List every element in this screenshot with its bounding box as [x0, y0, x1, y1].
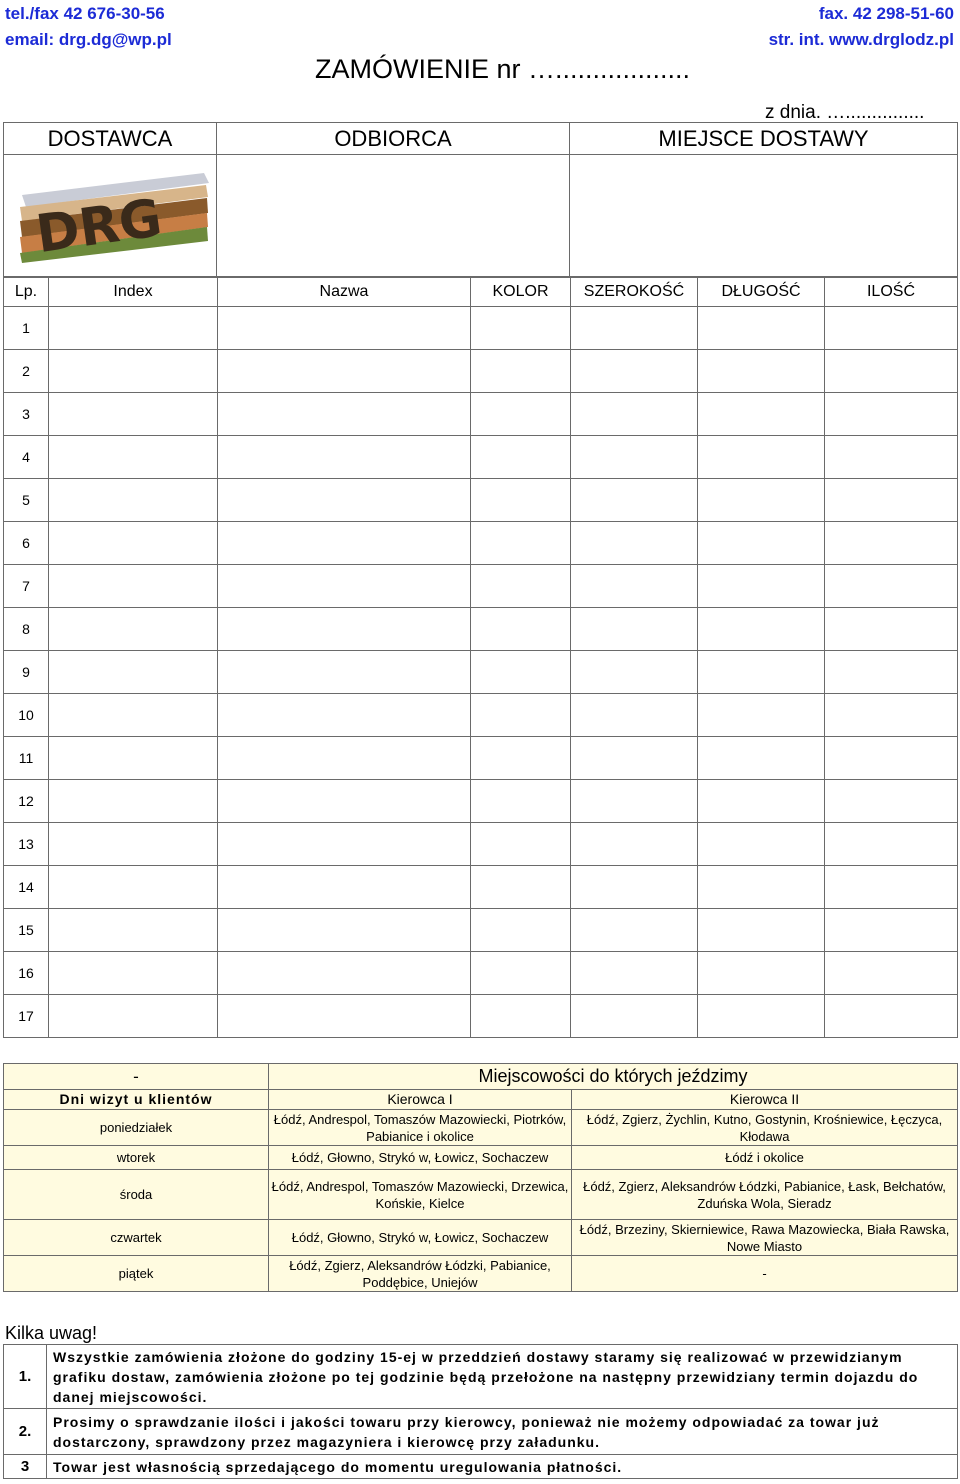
item-length-cell[interactable]: [698, 952, 825, 995]
item-width-cell[interactable]: [571, 393, 698, 436]
item-length-cell[interactable]: [698, 780, 825, 823]
item-row: [4, 866, 958, 909]
item-row: [4, 952, 958, 995]
item-length-cell[interactable]: [698, 393, 825, 436]
item-quantity-cell[interactable]: [825, 307, 958, 350]
schedule-driver2-places: -: [572, 1256, 958, 1292]
item-length-cell[interactable]: [698, 694, 825, 737]
item-index-cell[interactable]: [49, 737, 218, 780]
schedule-col-driver1: Kierowca I: [269, 1090, 572, 1110]
item-quantity-cell[interactable]: [825, 909, 958, 952]
col-color: KOLOR: [471, 278, 571, 307]
drg-logo: [14, 165, 209, 265]
item-name-cell[interactable]: [218, 350, 471, 393]
item-width-cell[interactable]: [571, 350, 698, 393]
supplier-cell[interactable]: [4, 155, 217, 277]
item-color-cell[interactable]: [471, 350, 571, 393]
item-index-cell[interactable]: [49, 694, 218, 737]
schedule-title: Miejscowości do których jeździmy: [269, 1064, 958, 1090]
item-row: [4, 307, 958, 350]
item-name-cell[interactable]: [218, 823, 471, 866]
item-quantity-cell[interactable]: [825, 737, 958, 780]
col-lp: Lp.: [4, 278, 49, 307]
contact-fax: fax. 42 298-51-60: [818, 4, 954, 23]
item-width-cell[interactable]: [571, 522, 698, 565]
item-name-cell[interactable]: [218, 909, 471, 952]
item-width-cell[interactable]: [571, 436, 698, 479]
item-width-cell[interactable]: [571, 952, 698, 995]
notes-heading: Kilka uwag!: [5, 1323, 98, 1343]
item-length-cell[interactable]: [698, 565, 825, 608]
item-index-cell[interactable]: [49, 651, 218, 694]
item-width-cell[interactable]: [571, 307, 698, 350]
item-row: [4, 823, 958, 866]
item-width-cell[interactable]: [571, 780, 698, 823]
item-index-cell[interactable]: [49, 995, 218, 1038]
item-name-cell[interactable]: [218, 436, 471, 479]
contact-website[interactable]: str. int. www.drglodz.pl: [768, 30, 954, 49]
item-index-cell[interactable]: [49, 350, 218, 393]
item-name-cell[interactable]: [218, 780, 471, 823]
item-name-cell[interactable]: [218, 522, 471, 565]
schedule-driver1-places: Łódź, Andrespol, Tomaszów Mazowiecki, Drzewica, Końskie, Kielce: [269, 1170, 572, 1220]
item-length-cell[interactable]: [698, 866, 825, 909]
item-row-number: 8: [4, 608, 49, 651]
item-width-cell[interactable]: [571, 823, 698, 866]
schedule-day: czwartek: [4, 1220, 269, 1256]
item-length-cell[interactable]: [698, 608, 825, 651]
item-quantity-cell[interactable]: [825, 350, 958, 393]
item-row: [4, 393, 958, 436]
item-name-cell[interactable]: [218, 737, 471, 780]
item-row-number: 13: [4, 823, 49, 866]
item-row: [4, 436, 958, 479]
contact-email[interactable]: email: drg.dg@wp.pl: [5, 30, 172, 49]
schedule-driver2-places: Łódź, Brzeziny, Skierniewice, Rawa Mazowiecka, Biała Rawska, Nowe Miasto: [572, 1220, 958, 1256]
item-name-cell[interactable]: [218, 393, 471, 436]
item-color-cell[interactable]: [471, 909, 571, 952]
item-width-cell[interactable]: [571, 866, 698, 909]
item-quantity-cell[interactable]: [825, 952, 958, 995]
schedule-table: [3, 1063, 958, 1292]
item-quantity-cell[interactable]: [825, 995, 958, 1038]
item-index-cell[interactable]: [49, 909, 218, 952]
item-row-number: 4: [4, 436, 49, 479]
item-quantity-cell[interactable]: [825, 694, 958, 737]
item-row-number: 15: [4, 909, 49, 952]
item-color-cell[interactable]: [471, 522, 571, 565]
item-length-cell[interactable]: [698, 479, 825, 522]
contact-phone: tel./fax 42 676-30-56: [5, 4, 165, 23]
item-color-cell[interactable]: [471, 866, 571, 909]
schedule-dash: -: [4, 1064, 269, 1090]
item-row-number: 11: [4, 737, 49, 780]
schedule-driver1-places: Łódź, Zgierz, Aleksandrów Łódzki, Pabianice, Poddębice, Uniejów: [269, 1256, 572, 1292]
item-quantity-cell[interactable]: [825, 823, 958, 866]
col-quantity: ILOŚĆ: [825, 278, 958, 307]
note-text: Towar jest własnością sprzedającego do momentu uregulowania płatności.: [47, 1455, 958, 1479]
col-index: Index: [49, 278, 218, 307]
item-width-cell[interactable]: [571, 995, 698, 1038]
item-index-cell[interactable]: [49, 479, 218, 522]
delivery-place-header: MIEJSCE DOSTAWY: [570, 123, 958, 155]
item-length-cell[interactable]: [698, 651, 825, 694]
item-name-cell[interactable]: [218, 651, 471, 694]
item-row-number: 7: [4, 565, 49, 608]
item-row-number: 6: [4, 522, 49, 565]
item-row: [4, 694, 958, 737]
item-length-cell[interactable]: [698, 823, 825, 866]
item-width-cell[interactable]: [571, 608, 698, 651]
item-color-cell[interactable]: [471, 393, 571, 436]
order-title: ZAMÓWIENIE nr …..................: [315, 54, 691, 84]
item-row: [4, 522, 958, 565]
item-color-cell[interactable]: [471, 307, 571, 350]
item-name-cell[interactable]: [218, 866, 471, 909]
note-text: Wszystkie zamówienia złożone do godziny 15-ej w przeddzień dostawy staramy się realizować w przewidzianym grafiku dostaw, zamówienia złożone po tej godzinie będą przełożone na następny przewidziany termin dojazdu do danej miejscowości.: [47, 1345, 958, 1409]
schedule-day: wtorek: [4, 1146, 269, 1170]
item-index-cell[interactable]: [49, 307, 218, 350]
item-index-cell[interactable]: [49, 436, 218, 479]
item-index-cell[interactable]: [49, 780, 218, 823]
schedule-driver2-places: Łódź, Zgierz, Żychlin, Kutno, Gostynin, Krośniewice, Łęczyca, Kłodawa: [572, 1110, 958, 1146]
item-name-cell[interactable]: [218, 608, 471, 651]
item-row-number: 16: [4, 952, 49, 995]
item-quantity-cell[interactable]: [825, 522, 958, 565]
item-name-cell[interactable]: [218, 307, 471, 350]
recipient-header: ODBIORCA: [217, 123, 570, 155]
item-quantity-cell[interactable]: [825, 436, 958, 479]
item-row: [4, 608, 958, 651]
schedule-driver1-places: Łódź, Głowno, Strykó w, Łowicz, Sochaczew: [269, 1146, 572, 1170]
item-row-number: 5: [4, 479, 49, 522]
recipient-cell[interactable]: [217, 155, 570, 277]
item-index-cell[interactable]: [49, 565, 218, 608]
item-length-cell[interactable]: [698, 307, 825, 350]
note-number: 2.: [4, 1409, 47, 1455]
item-name-cell[interactable]: [218, 952, 471, 995]
item-length-cell[interactable]: [698, 350, 825, 393]
item-color-cell[interactable]: [471, 694, 571, 737]
item-color-cell[interactable]: [471, 436, 571, 479]
items-table: [3, 277, 958, 1038]
item-width-cell[interactable]: [571, 565, 698, 608]
item-row: [4, 995, 958, 1038]
item-width-cell[interactable]: [571, 909, 698, 952]
item-row-number: 2: [4, 350, 49, 393]
item-color-cell[interactable]: [471, 823, 571, 866]
item-quantity-cell[interactable]: [825, 780, 958, 823]
svg-text:DRG: DRG: [32, 188, 166, 265]
schedule-day: poniedziałek: [4, 1110, 269, 1146]
item-length-cell[interactable]: [698, 436, 825, 479]
schedule-driver1-places: Łódź, Andrespol, Tomaszów Mazowiecki, Piotrków, Pabianice i okolice: [269, 1110, 572, 1146]
item-row-number: 1: [4, 307, 49, 350]
delivery-place-cell[interactable]: [570, 155, 958, 277]
col-width: SZEROKOŚĆ: [571, 278, 698, 307]
item-quantity-cell[interactable]: [825, 608, 958, 651]
item-row: [4, 909, 958, 952]
item-quantity-cell[interactable]: [825, 866, 958, 909]
item-row-number: 3: [4, 393, 49, 436]
schedule-col-driver2: Kierowca II: [572, 1090, 958, 1110]
item-row: [4, 479, 958, 522]
item-name-cell[interactable]: [218, 479, 471, 522]
item-color-cell[interactable]: [471, 479, 571, 522]
item-index-cell[interactable]: [49, 952, 218, 995]
item-length-cell[interactable]: [698, 995, 825, 1038]
item-name-cell[interactable]: [218, 565, 471, 608]
item-row-number: 17: [4, 995, 49, 1038]
item-row: [4, 651, 958, 694]
item-color-cell[interactable]: [471, 737, 571, 780]
item-color-cell[interactable]: [471, 565, 571, 608]
order-date: z dnia. …...............: [765, 102, 925, 123]
notes-table: [3, 1344, 958, 1479]
schedule-day: piątek: [4, 1256, 269, 1292]
item-index-cell[interactable]: [49, 823, 218, 866]
item-width-cell[interactable]: [571, 479, 698, 522]
item-index-cell[interactable]: [49, 608, 218, 651]
item-row-number: 10: [4, 694, 49, 737]
note-text: Prosimy o sprawdzanie ilości i jakości towaru przy kierowcy, ponieważ nie możemy odpowiadać za towar już dostarczony, sprawdzony przez magazyniera i kierowcę przy załadunku.: [47, 1409, 958, 1455]
schedule-day: środa: [4, 1170, 269, 1220]
item-name-cell[interactable]: [218, 995, 471, 1038]
item-quantity-cell[interactable]: [825, 651, 958, 694]
schedule-col-day: Dni wizyt u klientów: [4, 1090, 269, 1110]
item-quantity-cell[interactable]: [825, 393, 958, 436]
item-width-cell[interactable]: [571, 737, 698, 780]
note-number: 1.: [4, 1345, 47, 1409]
item-index-cell[interactable]: [49, 393, 218, 436]
item-color-cell[interactable]: [471, 995, 571, 1038]
item-index-cell[interactable]: [49, 866, 218, 909]
item-quantity-cell[interactable]: [825, 479, 958, 522]
item-row: [4, 780, 958, 823]
item-quantity-cell[interactable]: [825, 565, 958, 608]
col-name: Nazwa: [218, 278, 471, 307]
item-row: [4, 737, 958, 780]
note-number: 3: [4, 1455, 47, 1479]
schedule-driver2-places: Łódź, Zgierz, Aleksandrów Łódzki, Pabianice, Łask, Bełchatów, Zduńska Wola, Sieradz: [572, 1170, 958, 1220]
parties-table: [3, 122, 958, 277]
item-index-cell[interactable]: [49, 522, 218, 565]
item-width-cell[interactable]: [571, 694, 698, 737]
item-row-number: 14: [4, 866, 49, 909]
col-length: DŁUGOŚĆ: [698, 278, 825, 307]
item-row-number: 9: [4, 651, 49, 694]
item-color-cell[interactable]: [471, 780, 571, 823]
item-color-cell[interactable]: [471, 608, 571, 651]
item-length-cell[interactable]: [698, 909, 825, 952]
supplier-header: DOSTAWCA: [4, 123, 217, 155]
item-color-cell[interactable]: [471, 651, 571, 694]
item-row: [4, 350, 958, 393]
item-row-number: 12: [4, 780, 49, 823]
item-row: [4, 565, 958, 608]
item-width-cell[interactable]: [571, 651, 698, 694]
item-length-cell[interactable]: [698, 737, 825, 780]
schedule-driver2-places: Łódź i okolice: [572, 1146, 958, 1170]
schedule-driver1-places: Łódź, Głowno, Strykó w, Łowicz, Sochaczew: [269, 1220, 572, 1256]
item-color-cell[interactable]: [471, 952, 571, 995]
item-name-cell[interactable]: [218, 694, 471, 737]
item-length-cell[interactable]: [698, 522, 825, 565]
